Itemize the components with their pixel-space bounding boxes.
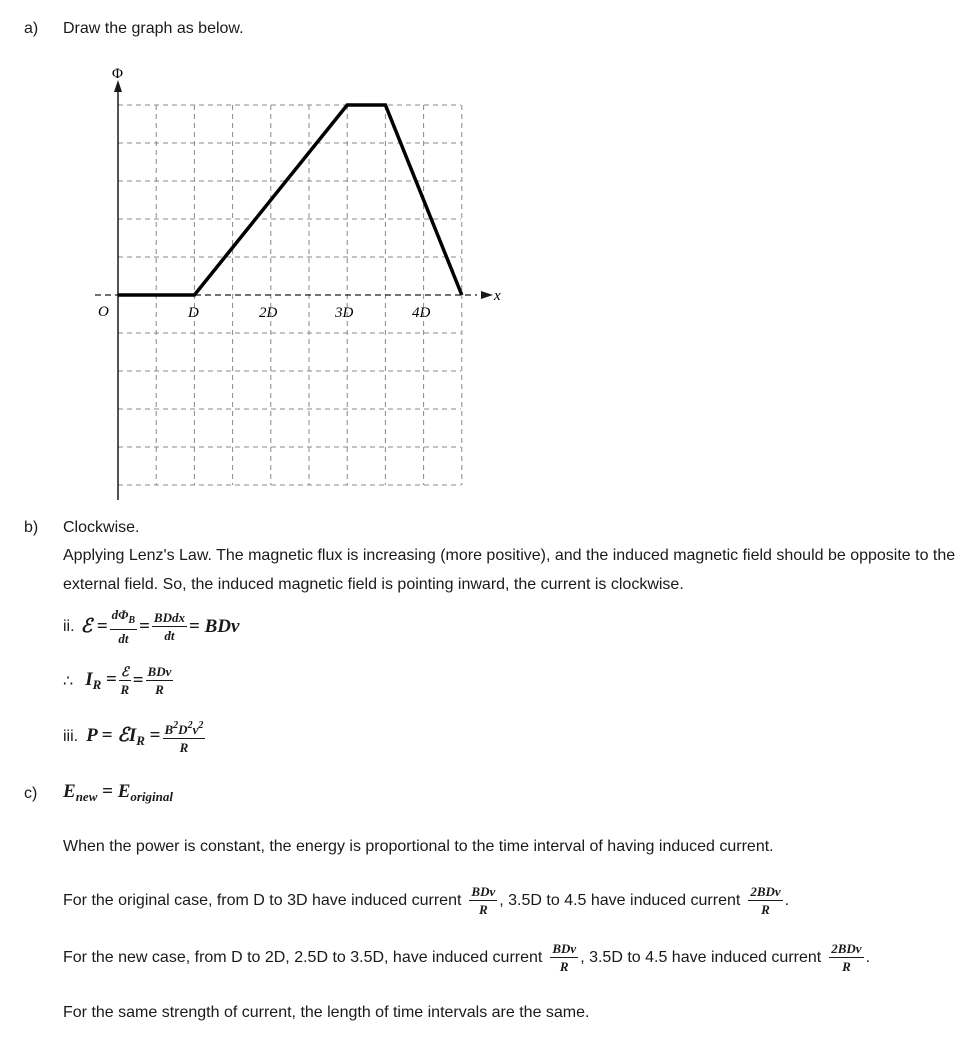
tick-label-3d: 3D xyxy=(335,305,354,321)
part-c-line2: For the original case, from D to 3D have induced current $\frac{\text{BDv}}{R}$ , 3.5D to 4.5 have induced current $\frac{\text{2BDv}}{R}$ . xyxy=(63,884,790,917)
part-c-line3-text-a: For the new case, from D to 2D, 2.5D to 3.5D, have induced current xyxy=(63,948,543,966)
tick-label-4d: 4D xyxy=(412,305,431,321)
part-a-text: Draw the graph as below. xyxy=(63,20,244,37)
part-a-label: a) xyxy=(24,20,39,37)
current-equation: ∴ $I_R$ = $\frac{\text{ℰ}}{R}$ = $\frac{\text{BDv}}{R}$ xyxy=(63,664,172,697)
x-axis-label: x xyxy=(494,288,501,304)
part-c-line3-text-b: , 3.5D to 4.5 have induced current xyxy=(580,948,822,966)
part-c-line3: For the new case, from D to 2D, 2.5D to 3.5D, have induced current $\frac{\text{BDv}}{R}$ , 3.5D to 4.5 have induced current $\frac{\text{2BDv}}{R}$ . xyxy=(63,941,871,974)
ii-label: ii. xyxy=(63,617,75,635)
power-equation: iii. P = ℰI$_R$ = $\frac{B^2D^2v^2}{R}$ xyxy=(63,720,204,755)
origin-label: O xyxy=(98,304,109,320)
energy-equation: $E_{new} = E_{original}$ xyxy=(63,781,173,804)
part-b-answer: Clockwise. xyxy=(63,519,140,536)
part-c-line2-text-b: , 3.5D to 4.5 have induced current xyxy=(499,891,741,909)
flux-graph xyxy=(85,60,515,505)
flux-series-line xyxy=(118,105,462,295)
y-axis-label: Φ xyxy=(112,66,123,82)
part-c-label: c) xyxy=(24,785,38,802)
tick-label-d: D xyxy=(188,305,199,321)
emf-equation: ii. ℰ = $\frac{d\Phi_B}{dt}$ = $\frac{\text{BDdx}}{dt}$ = BDv xyxy=(63,607,240,646)
part-b-explanation: Applying Lenz's Law. The magnetic flux is increasing (more positive), and the induced magnetic field should be opposite to the external field. So, the induced magnetic field is pointing inward, the current is clockwise. xyxy=(63,547,956,593)
part-c-line4: For the same strength of current, the length of time intervals are the same. xyxy=(63,1004,590,1021)
tick-label-2d: 2D xyxy=(259,305,278,321)
x-axis-arrow-icon xyxy=(481,291,493,299)
therefore-symbol: ∴ xyxy=(63,672,74,690)
iii-label: iii. xyxy=(63,727,79,745)
part-c-line1: When the power is constant, the energy is proportional to the time interval of having induced current. xyxy=(63,838,774,855)
part-c-line2-text-a: For the original case, from D to 3D have induced current xyxy=(63,891,462,909)
part-b-label: b) xyxy=(24,519,39,536)
